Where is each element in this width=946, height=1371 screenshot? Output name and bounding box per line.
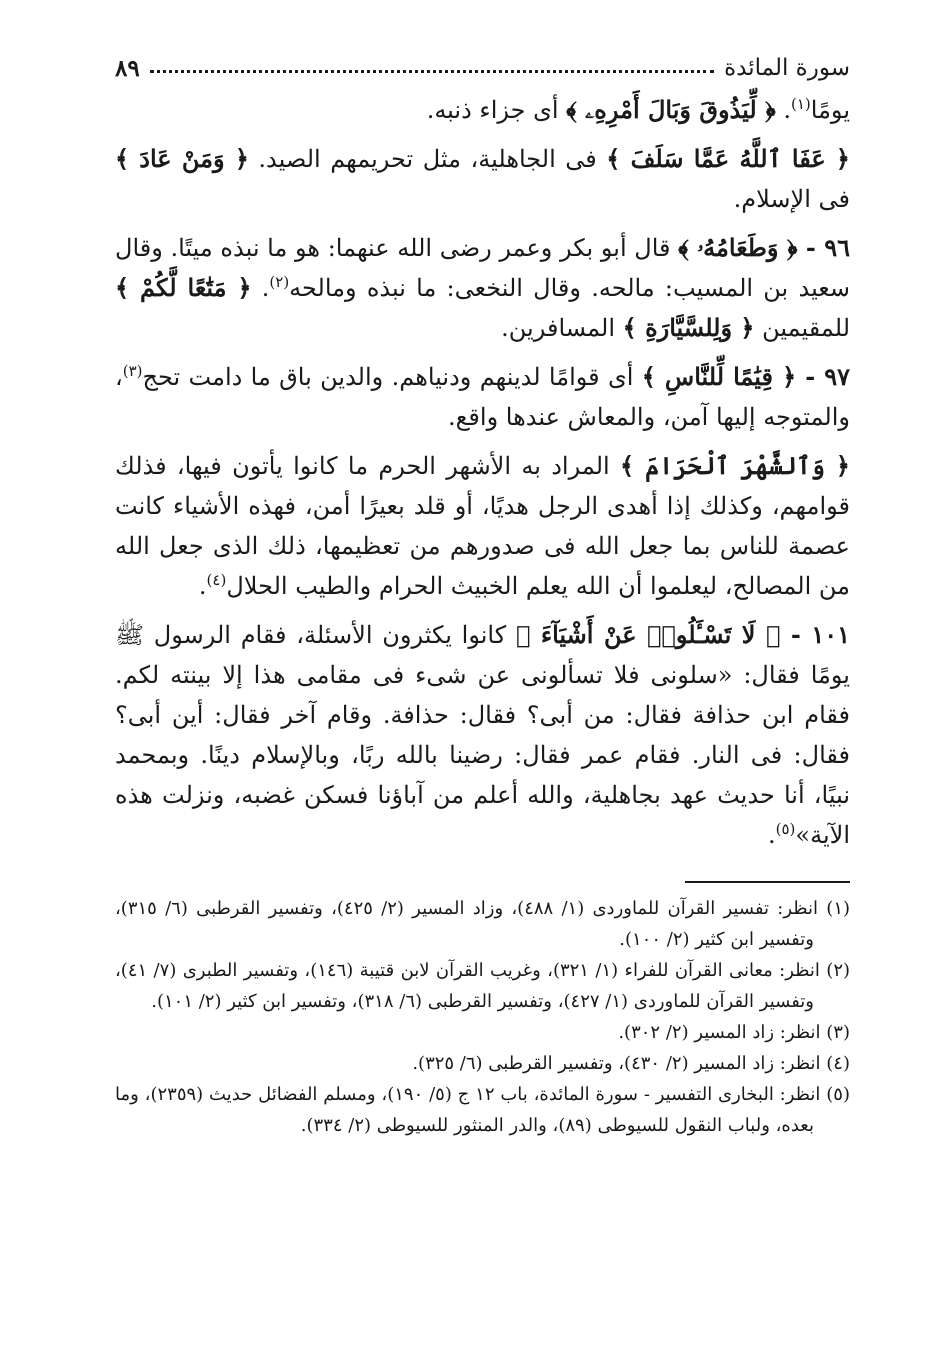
text-segment: . <box>775 96 791 124</box>
text-segment: أى قوامًا لدينهم ودنياهم. والدين باق ما دامت تحج <box>142 363 642 391</box>
footnote-ref: (١) <box>790 95 811 113</box>
paragraph <box>115 357 850 437</box>
text-segment: أى جزاء ذنبه. <box>426 96 567 124</box>
text-segment: . <box>767 821 776 849</box>
quran-quote: ﴿ وَٱلشَّهْرَ ٱلْحَرَامَ ﴾ <box>619 451 850 480</box>
paragraph <box>115 228 850 348</box>
quran-quote: ﴿ وَمَنْ عَادَ ﴾ <box>115 144 249 173</box>
text-segment: . <box>251 274 270 302</box>
footnote: (٣) انظر: زاد المسير (٢/ ٣٠٢). <box>618 1022 850 1043</box>
verse-number: ١٠١ - <box>780 620 850 649</box>
quran-quote: ﴿ مَتَٰعًا لَّكُمْ ﴾ <box>115 273 252 302</box>
footnote-ref: (٥) <box>775 820 796 838</box>
footnote-ref: (٤) <box>206 571 227 589</box>
quran-quote: ﴿ لِّيَذُوقَ وَبَالَ أَمْرِهِۦ ﴾ <box>566 95 776 124</box>
quran-quote: ﴿ عَفَا ٱللَّهُ عَمَّا سَلَفَ ﴾ <box>606 144 850 173</box>
page-number: ٨٩ <box>115 55 140 82</box>
text-segment: فى الجاهلية، مثل تحريمهم الصيد. <box>248 145 607 173</box>
paragraph <box>115 139 850 219</box>
dot-leader <box>150 70 714 73</box>
footnote: (٥) انظر: البخارى التفسير - سورة المائدة، باب ١٢ ج (٥/ ١٩٠)، ومسلم الفضائل حديث (٢٣٥٩)، وما بعده، ولباب النقول للسيوطى (٨٩)، والدر المنثور للسيوطى (٢/ ٣٣٤). <box>115 1084 850 1136</box>
surah-title: سورة المائدة <box>724 55 850 81</box>
main-text <box>115 90 850 855</box>
quran-quote: ﴿ وَطَعَامُهُۥ ﴾ <box>678 233 798 262</box>
text-segment: للمقيمين <box>754 314 850 342</box>
footnote-ref: (٣) <box>122 362 143 380</box>
quran-quote: ﴿ لَا تَسْـَٔلُوا۟ عَنْ أَشْيَآءَ ﴾ <box>515 620 781 649</box>
quran-quote: ﴿ قِيَٰمًا لِّلنَّاسِ ﴾ <box>641 362 797 391</box>
footnote-ref: (٢) <box>269 273 290 291</box>
paragraph <box>115 446 850 606</box>
footnote: (١) انظر: تفسير القرآن للماوردى (١/ ٤٨٨)، وزاد المسير (٢/ ٤٢٥)، وتفسير القرطبى (٦/ ٣١٥)، وتفسير ابن كثير (٢/ ١٠٠). <box>115 898 851 950</box>
verse-number: ٩٧ - <box>796 362 851 391</box>
text-segment: المراد به الأشهر الحرم ما كانوا يأتون فيها، فذلك قوامهم، وكذلك إذا أهدى الرجل هديًا، أو قلد بعيرًا أمن، فهذه الأشياء كانت عصمة للناس بما جعل الله فى صدورهم من تعظيمها، ذلك الذى جعل الله من المصالح، ليعلموا أن الله يعلم الخبيث الحرام والطيب الحلال <box>115 452 850 600</box>
running-header <box>115 40 850 80</box>
footnote: (٤) انظر: زاد المسير (٢/ ٤٣٠)، وتفسير القرطبى (٦/ ٣٢٥). <box>412 1053 850 1074</box>
book-page <box>115 40 850 1340</box>
text-segment: فى الإسلام. <box>733 185 850 213</box>
footnote: (٢) انظر: معانى القرآن للفراء (١/ ٣٢١)، وغريب القرآن لابن قتيبة (١٤٦)، وتفسير الطبرى (٧/ ٤١)، وتفسير القرآن للماوردى (١/ ٤٢٧)، وتفسير القرطبى (٦/ ٣١٨)، وتفسير ابن كثير (٢/ ١٠١). <box>115 960 851 1012</box>
text-segment: المسافرين. <box>501 314 623 342</box>
text-segment: ، والمتوجه إليها آمن، والمعاش عندها واقع. <box>115 363 850 431</box>
text-segment: كانوا يكثرون الأسئلة، فقام الرسول ﷺ يومًا فقال: «سلونى فلا تسألونى عن شىء فى مقامى هذا إلا بينته لكم. فقام ابن حذافة فقال: من أبى؟ فقال: حذافة. وقام آخر فقال: أين أبى؟ فقال: فى النار. فقام عمر فقال: رضينا بالله ربًا، وبالإسلام دينًا. وبمحمد نبيًا، أنا حديث عهد بجاهلية، والله أعلم من آباؤنا فسكن غضبه، ونزلت هذه الآية» <box>115 621 850 849</box>
paragraph <box>115 90 850 130</box>
text-segment: يومًا <box>810 96 850 124</box>
paragraph <box>115 615 850 855</box>
text-segment: . <box>198 572 207 600</box>
footnotes <box>115 893 850 1141</box>
footnote-separator <box>685 881 850 883</box>
quran-quote: ﴿ وَلِلسَّيَّارَةِ ﴾ <box>622 313 755 342</box>
text-segment: قال أبو بكر وعمر رضى الله عنهما: هو ما نبذه ميتًا. وقال سعيد بن المسيب: مالحه. وقال النخعى: ما نبذه ومالحه <box>115 234 850 302</box>
verse-number: ٩٦ - <box>797 233 851 262</box>
